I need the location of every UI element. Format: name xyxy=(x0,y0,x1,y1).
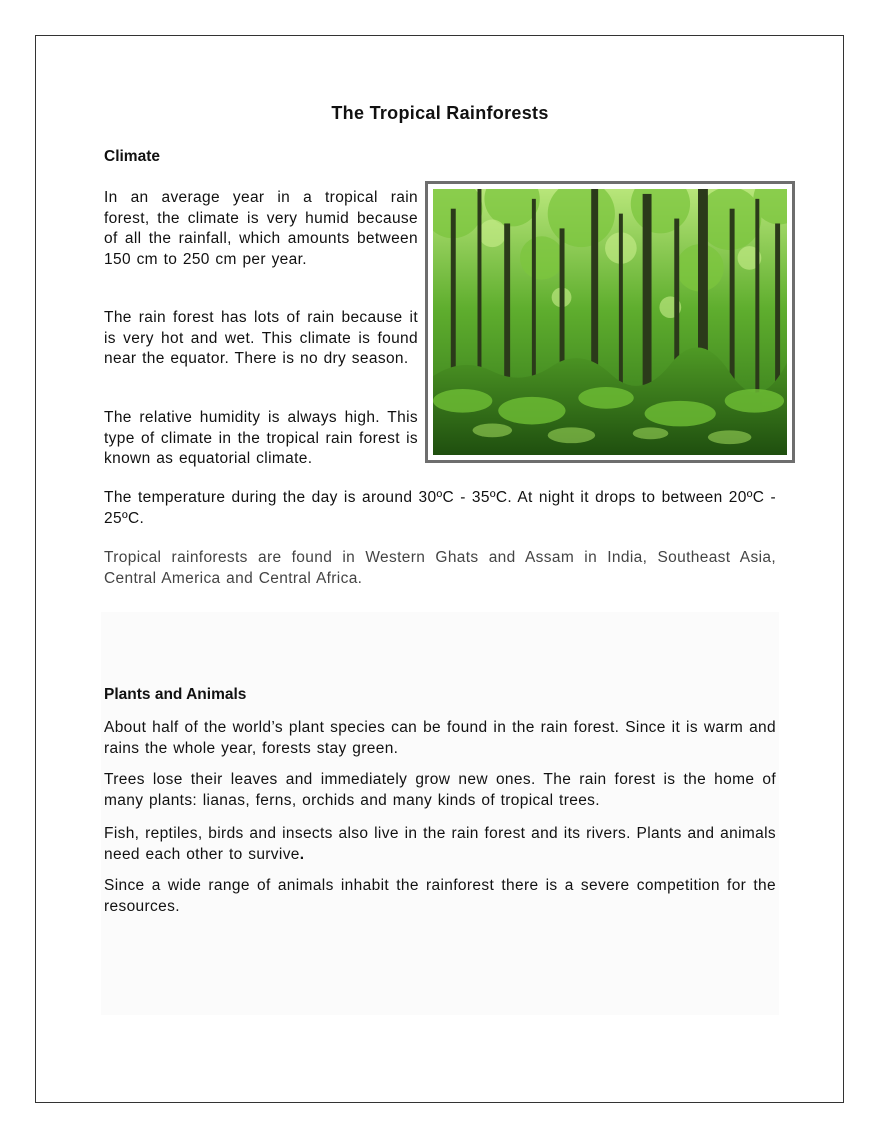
climate-paragraph-2: The rain forest has lots of rain because it is very hot and wet. This climate is found near the equator. There is no dry season. xyxy=(104,309,418,367)
plants-animals-section xyxy=(101,612,779,1015)
page-title: The Tropical Rainforests xyxy=(331,103,549,123)
paragraph-3-period: . xyxy=(299,845,305,863)
climate-heading: Climate xyxy=(104,148,160,165)
paragraph-3-text: Fish, reptiles, birds and insects also live in the rain forest and its rivers. Plants and animals need each other to survive xyxy=(104,825,776,863)
plants-animals-paragraph-2: Trees lose their leaves and immediately grow new ones. The rain forest is the home of many plants: lianas, ferns, orchids and many kinds of tropical trees. xyxy=(104,771,776,809)
plants-animals-paragraph-3 xyxy=(104,824,776,865)
rainforest-photo xyxy=(433,189,787,455)
plants-animals-paragraph-4: Since a wide range of animals inhabit the rainforest there is a severe competition for the resources. xyxy=(104,877,776,915)
climate-paragraph-3: The relative humidity is always high. This type of climate in the tropical rain forest is known as equatorial climate. xyxy=(104,409,418,467)
plants-animals-paragraph-1: About half of the world’s plant species can be found in the rain forest. Since it is warm and rains the whole year, forests stay green. xyxy=(104,719,776,757)
rainforest-photo-frame xyxy=(425,181,795,463)
temperature-paragraph: The temperature during the day is around 30ºC - 35ºC. At night it drops to between 20ºC - 25ºC. xyxy=(104,489,776,527)
climate-paragraph-1: In an average year in a tropical rain forest, the climate is very humid because of all the rainfall, which amounts between 150 cm to 250 cm per year. xyxy=(104,189,418,268)
plants-animals-heading: Plants and Animals xyxy=(104,686,247,703)
location-paragraph: Tropical rainforests are found in Western Ghats and Assam in India, Southeast Asia, Central America and Central Africa. xyxy=(104,549,776,587)
